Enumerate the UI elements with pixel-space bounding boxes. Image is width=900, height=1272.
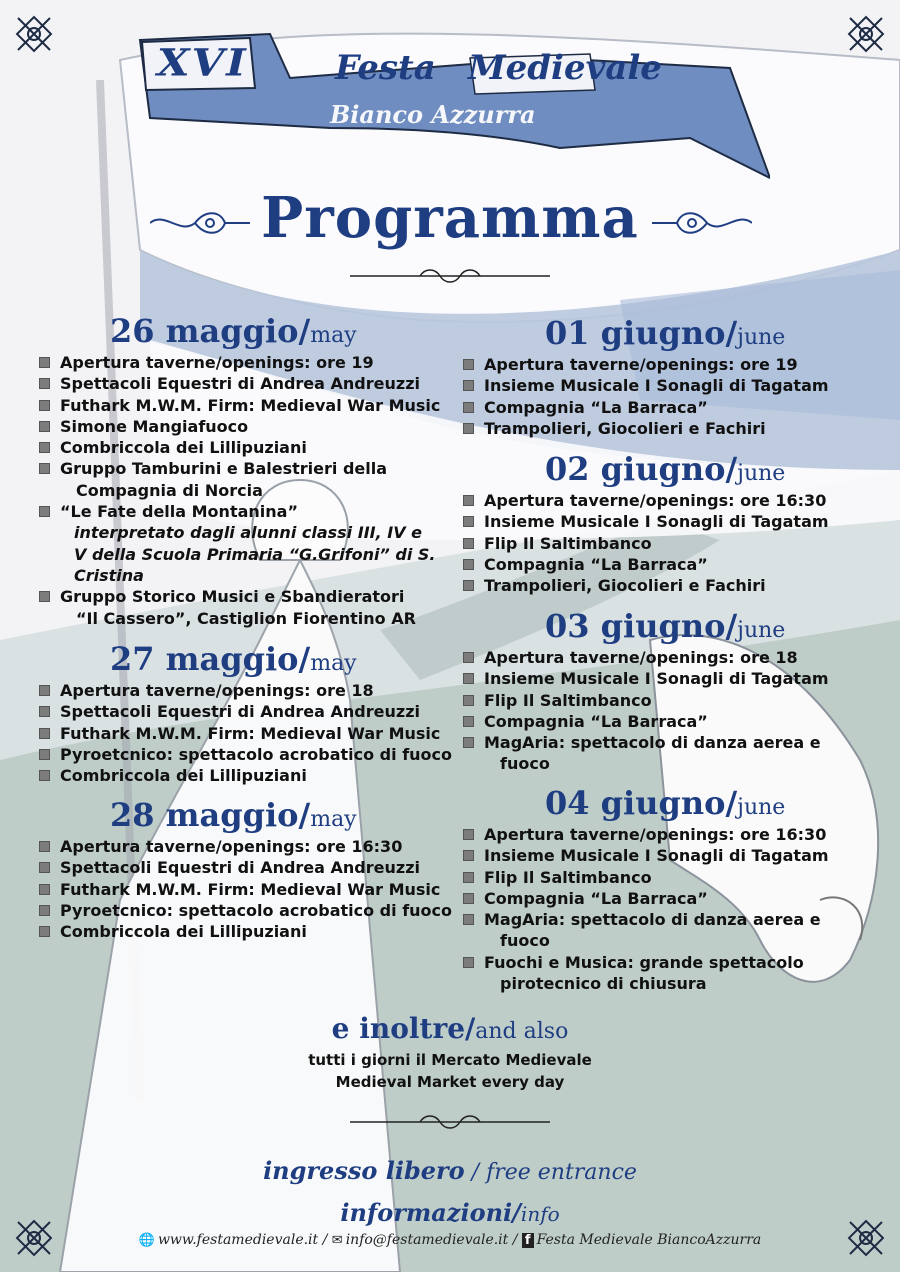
day-title: 04 giugno/june bbox=[545, 784, 786, 822]
list-item: Combriccola dei Lillipuziani bbox=[36, 437, 440, 458]
day-list-28-maggio bbox=[36, 832, 452, 942]
globe-icon: 🌐 bbox=[138, 1233, 155, 1248]
day-title: 03 giugno/june bbox=[545, 607, 786, 645]
list-item: Compagnia “La Barraca” bbox=[460, 554, 829, 575]
list-item: Gruppo Tamburini e Balestrieri della Compagnia di Norcia bbox=[36, 458, 440, 501]
list-item: MagAria: spettacolo di danza aerea e fuoco bbox=[460, 732, 829, 775]
list-item: Flip Il Saltimbanco bbox=[460, 867, 829, 888]
list-item: Apertura taverne/openings: ore 16:30 bbox=[460, 490, 829, 511]
day-list-27-maggio bbox=[36, 676, 452, 786]
list-item: Apertura taverne/openings: ore 18 bbox=[460, 647, 829, 668]
facebook-link[interactable]: Festa Medievale BiancoAzzurra bbox=[536, 1232, 762, 1248]
list-item: Spettacoli Equestri di Andrea Andreuzzi bbox=[36, 857, 452, 878]
list-item: Combriccola dei Lillipuziani bbox=[36, 765, 452, 786]
list-item: Simone Mangiafuoco bbox=[36, 416, 440, 437]
festival-word-festa: Festa bbox=[335, 48, 436, 88]
day-title: 01 giugno/june bbox=[545, 314, 786, 352]
list-item: Fuochi e Musica: grande spettacolo pirotecnico di chiusura bbox=[460, 952, 829, 995]
email-link[interactable]: info@festamedievale.it bbox=[345, 1232, 509, 1248]
list-item: Apertura taverne/openings: ore 18 bbox=[36, 680, 452, 701]
also-section bbox=[0, 1012, 900, 1093]
list-item: Pyroetcnico: spettacolo acrobatico di fuoco bbox=[36, 744, 452, 765]
list-item: Trampolieri, Giocolieri e Fachiri bbox=[460, 575, 829, 596]
corner-ornament-icon bbox=[14, 14, 54, 54]
edition-number: XVI bbox=[157, 40, 248, 85]
list-item: “Le Fate della Montanina” interpretato dagli alunni classi III, IV e V della Scuola Primaria “G.Grifoni” di S. Cristina bbox=[36, 501, 440, 586]
divider-ornament-icon bbox=[350, 1112, 550, 1132]
day-title: 28 maggio/may bbox=[110, 796, 357, 834]
day-title: 02 giugno/june bbox=[545, 450, 786, 488]
list-item: Futhark M.W.M. Firm: Medieval War Music bbox=[36, 723, 452, 744]
entrance-note: ingresso libero / free entrance bbox=[263, 1156, 637, 1185]
list-item: Apertura taverne/openings: ore 16:30 bbox=[36, 836, 452, 857]
facebook-icon: f bbox=[522, 1233, 534, 1248]
also-line-it: tutti i giorni il Mercato Medievale bbox=[308, 1051, 592, 1069]
list-item: Apertura taverne/openings: ore 19 bbox=[460, 354, 829, 375]
corner-ornament-icon bbox=[846, 14, 886, 54]
website-link[interactable]: www.festamedievale.it bbox=[157, 1232, 319, 1248]
list-item: Flip Il Saltimbanco bbox=[460, 533, 829, 554]
list-item: Insieme Musicale I Sonagli di Tagatam bbox=[460, 845, 829, 866]
festival-subtitle: Bianco Azzurra bbox=[330, 100, 536, 129]
list-item: Compagnia “La Barraca” bbox=[460, 711, 829, 732]
contacts-row: 🌐 www.festamedievale.it / ✉ info@festamedievale.it / f Festa Medievale BiancoAzzurra bbox=[138, 1232, 762, 1248]
list-item: Trampolieri, Giocolieri e Fachiri bbox=[460, 418, 829, 439]
divider-ornament-icon bbox=[350, 266, 550, 286]
festival-word-medievale: Medievale bbox=[468, 48, 662, 88]
list-item: Spettacoli Equestri di Andrea Andreuzzi bbox=[36, 701, 452, 722]
flourish-ornament-icon bbox=[652, 205, 752, 241]
also-title: e inoltre/and also bbox=[331, 1012, 569, 1045]
list-item: Gruppo Storico Musici e Sbandieratori “Il Cassero”, Castiglion Fiorentino AR bbox=[36, 586, 440, 629]
day-list-01-giugno bbox=[460, 350, 829, 439]
list-item: Futhark M.W.M. Firm: Medieval War Music bbox=[36, 879, 452, 900]
list-item: Pyroetcnico: spettacolo acrobatico di fuoco bbox=[36, 900, 452, 921]
list-item: Insieme Musicale I Sonagli di Tagatam bbox=[460, 511, 829, 532]
day-title: 27 maggio/may bbox=[110, 640, 357, 678]
list-item: Insieme Musicale I Sonagli di Tagatam bbox=[460, 375, 829, 396]
list-item: Combriccola dei Lillipuziani bbox=[36, 921, 452, 942]
list-item: Insieme Musicale I Sonagli di Tagatam bbox=[460, 668, 829, 689]
day-list-26-maggio bbox=[36, 348, 440, 629]
info-title: informazioni/info bbox=[340, 1198, 560, 1227]
day-list-04-giugno bbox=[460, 820, 829, 994]
also-line-en: Medieval Market every day bbox=[335, 1073, 565, 1091]
day-title: 26 maggio/may bbox=[110, 312, 357, 350]
day-list-03-giugno bbox=[460, 643, 829, 775]
list-item: Futhark M.W.M. Firm: Medieval War Music bbox=[36, 395, 440, 416]
list-item: Compagnia “La Barraca” bbox=[460, 888, 829, 909]
envelope-icon: ✉ bbox=[331, 1233, 343, 1248]
page-title: Programma bbox=[261, 185, 639, 251]
list-item: Apertura taverne/openings: ore 19 bbox=[36, 352, 440, 373]
list-item: Spettacoli Equestri di Andrea Andreuzzi bbox=[36, 373, 440, 394]
day-list-02-giugno bbox=[460, 486, 829, 596]
list-item: Compagnia “La Barraca” bbox=[460, 397, 829, 418]
list-item: Flip Il Saltimbanco bbox=[460, 690, 829, 711]
list-item: MagAria: spettacolo di danza aerea e fuoco bbox=[460, 909, 829, 952]
list-item: Apertura taverne/openings: ore 16:30 bbox=[460, 824, 829, 845]
